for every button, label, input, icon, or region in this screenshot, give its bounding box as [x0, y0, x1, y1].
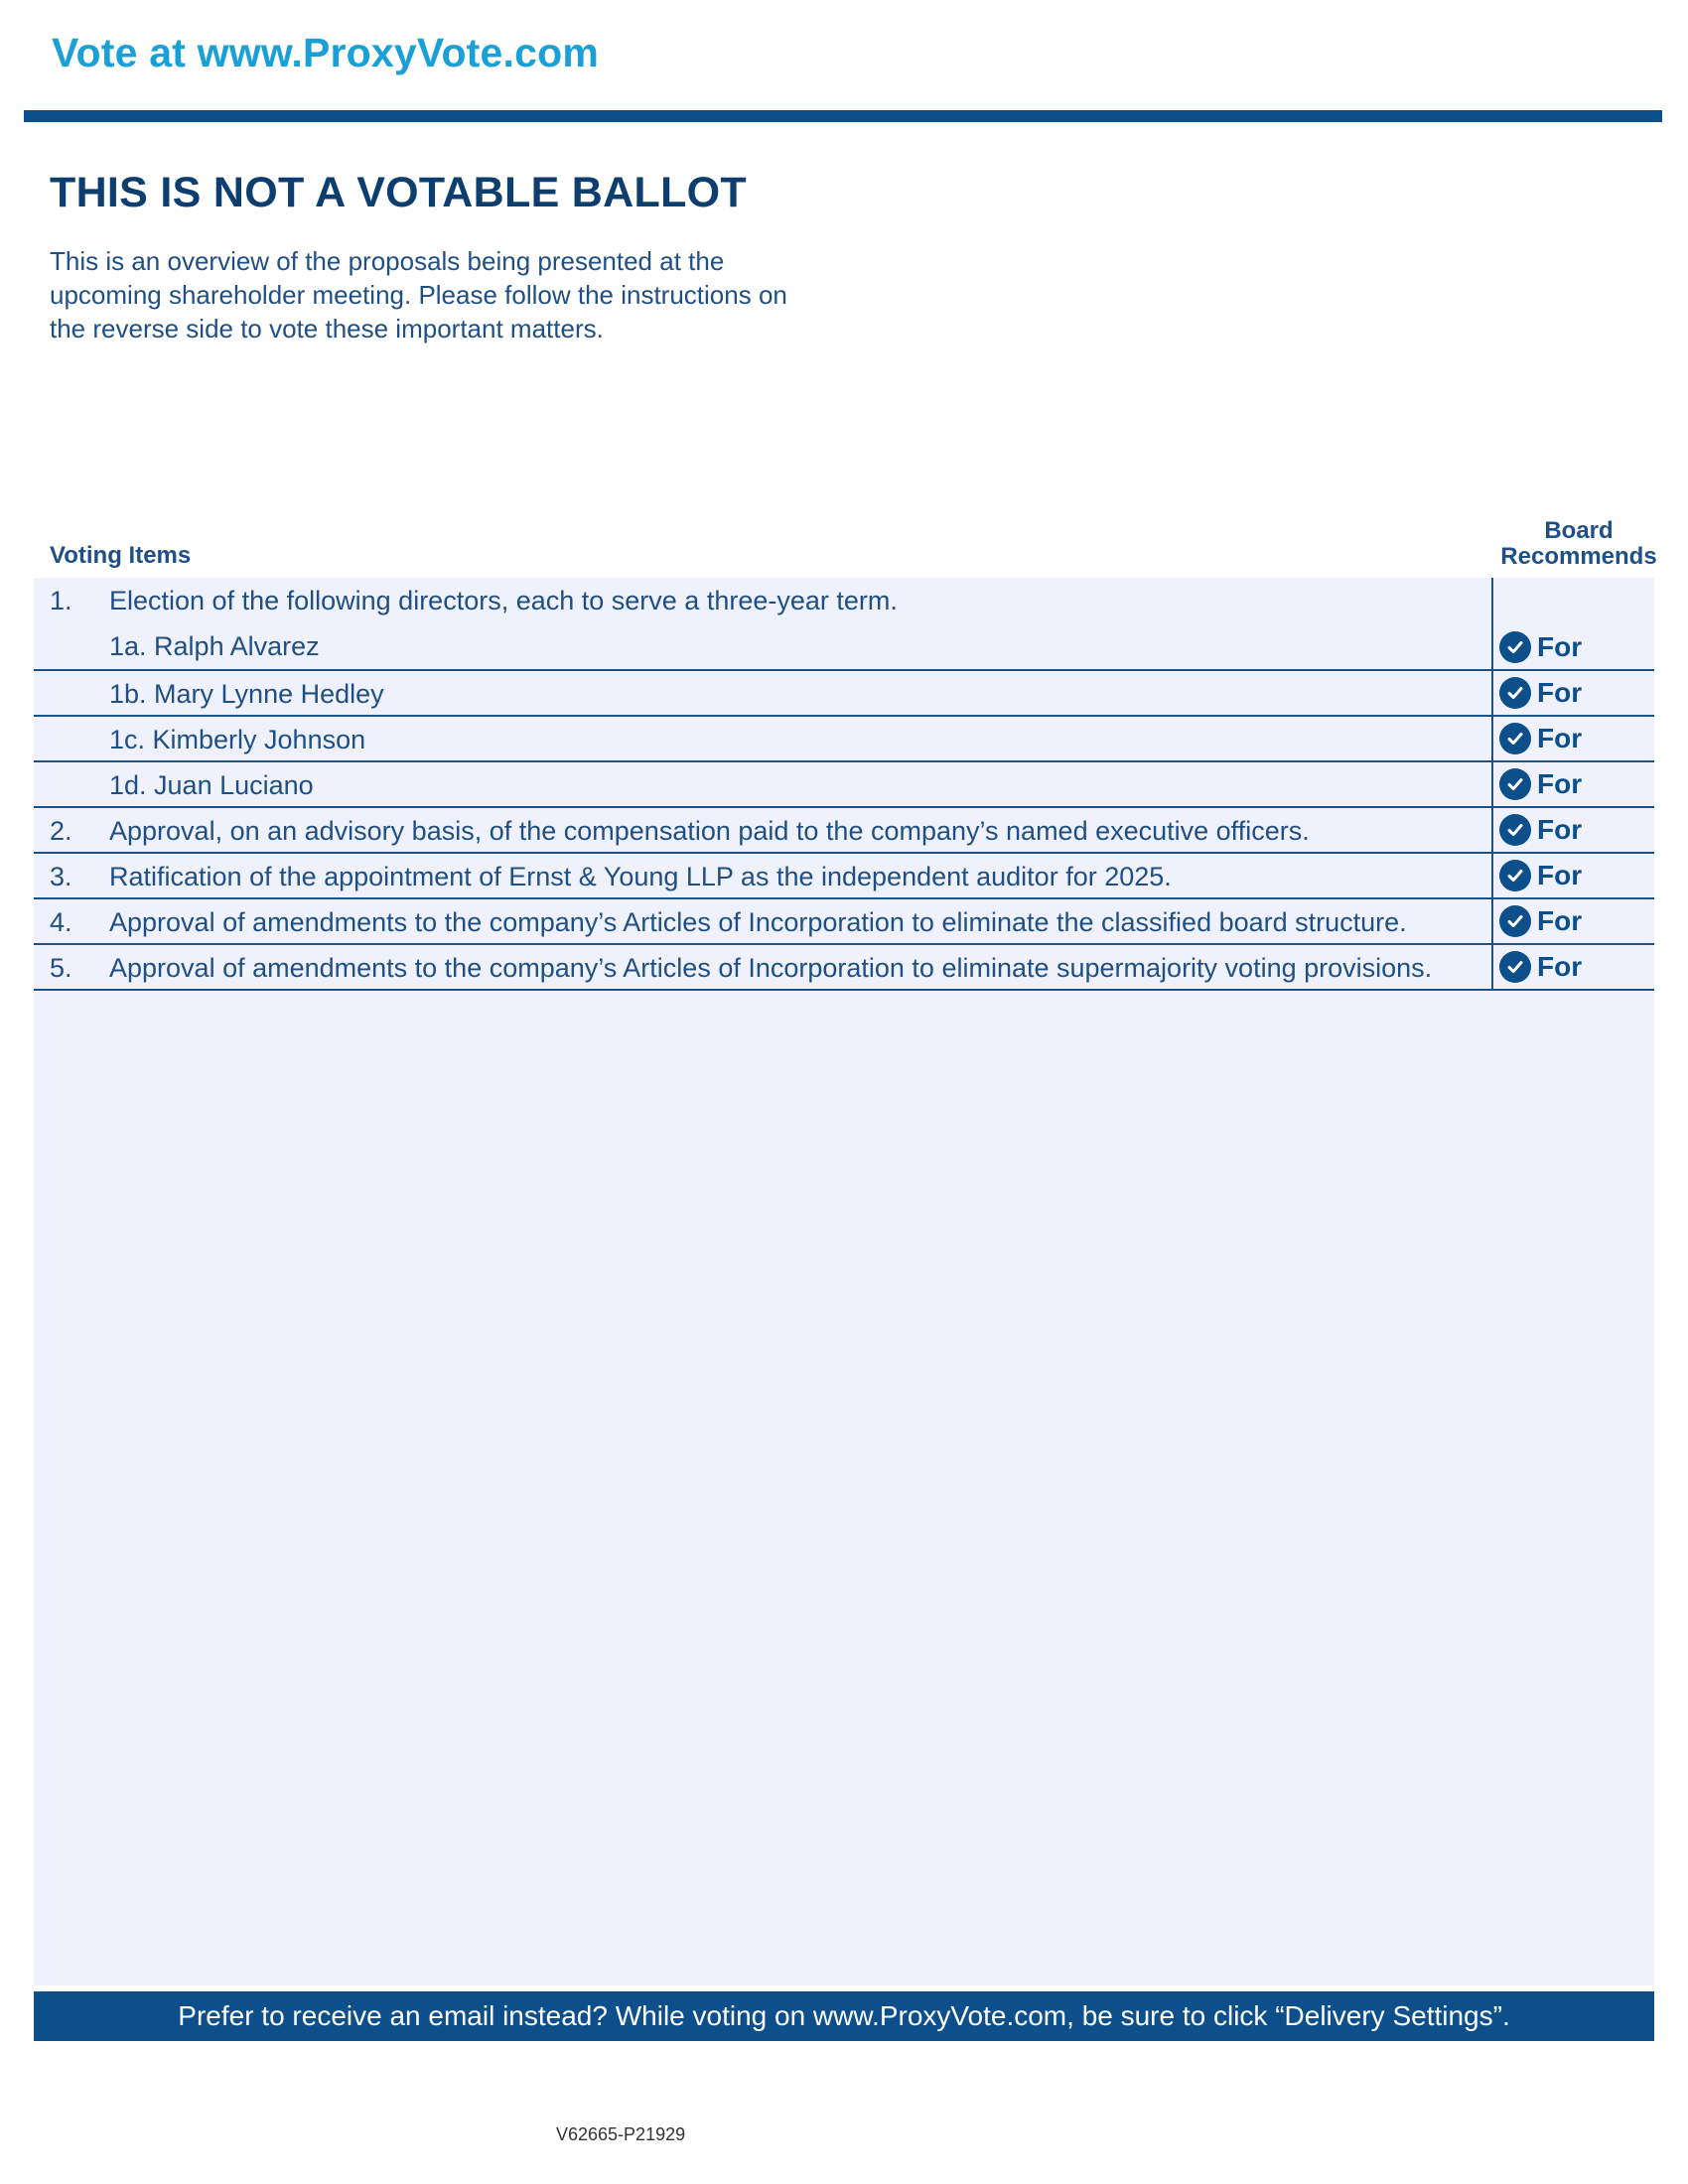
recommendation-label: For — [1537, 768, 1583, 799]
voting-item-text: Ratification of the appointment of Ernst & Young LLP as the independent auditor for 2025. — [109, 862, 1172, 891]
check-circle-icon — [1499, 905, 1531, 937]
voting-item-description — [34, 671, 1491, 715]
board-recommendation — [1499, 768, 1582, 800]
voting-item-description — [34, 945, 1491, 989]
voting-item-description — [34, 717, 1491, 760]
board-recommends-line-2: Recommends — [1500, 543, 1657, 570]
check-circle-icon — [1499, 951, 1531, 983]
voting-item-description — [34, 578, 1491, 669]
recommendation-label: For — [1537, 723, 1583, 753]
voting-item-description — [34, 854, 1491, 897]
header-divider — [24, 110, 1662, 122]
check-circle-icon — [1499, 860, 1531, 891]
voting-item-row — [34, 578, 1654, 671]
intro-line-3: the reverse side to vote these important matters. — [50, 314, 604, 343]
board-recommendation — [1499, 951, 1582, 983]
board-recommendation-cell — [1491, 717, 1654, 760]
voting-item-description — [34, 808, 1491, 852]
voting-item-text: Election of the following directors, each to serve a three-year term. — [109, 586, 898, 615]
board-recommendation-cell — [1491, 945, 1654, 989]
recommendation-label: For — [1537, 860, 1583, 890]
recommendation-label: For — [1537, 677, 1583, 708]
check-circle-icon — [1499, 768, 1531, 800]
board-recommendation — [1499, 723, 1582, 754]
recommendation-label: For — [1537, 951, 1583, 982]
board-recommendation — [1499, 905, 1582, 937]
voting-item-text: 1d. Juan Luciano — [109, 770, 314, 800]
check-circle-icon — [1499, 677, 1531, 709]
board-recommends-line-1: Board — [1544, 517, 1614, 544]
voting-items-header: Voting Items — [50, 542, 192, 569]
voting-item-row — [34, 671, 1654, 717]
board-recommendation — [1499, 677, 1582, 709]
check-circle-icon — [1499, 723, 1531, 754]
voting-item-number: 1. — [50, 586, 72, 615]
voting-items-table — [34, 578, 1654, 991]
voting-item-number: 2. — [50, 816, 72, 846]
board-recommends-header — [1489, 518, 1668, 570]
recommendation-label: For — [1537, 905, 1583, 936]
board-recommendation-cell — [1491, 762, 1654, 806]
voting-item-row — [34, 808, 1654, 854]
board-recommendation-cell — [1491, 671, 1654, 715]
voting-item-number: 3. — [50, 862, 72, 891]
board-recommendation-cell — [1491, 808, 1654, 852]
proxyvote-header-link[interactable]: Vote at www.ProxyVote.com — [52, 30, 600, 75]
recommendation-label: For — [1537, 814, 1583, 845]
voting-item-row — [34, 762, 1654, 808]
voting-item-text: 1c. Kimberly Johnson — [109, 725, 366, 754]
voting-item-text: Approval of amendments to the company’s Articles of Incorporation to eliminate supermajority voting provisions. — [109, 953, 1433, 983]
board-recommendation-cell — [1491, 854, 1654, 897]
recommendation-label: For — [1537, 631, 1583, 662]
voting-item-row — [34, 717, 1654, 762]
board-recommendation — [1499, 860, 1582, 891]
check-circle-icon — [1499, 814, 1531, 846]
voting-item-text: Approval, on an advisory basis, of the compensation paid to the company’s named executive officers. — [109, 816, 1310, 846]
page-title: THIS IS NOT A VOTABLE BALLOT — [50, 169, 747, 216]
voting-item-number: 5. — [50, 953, 72, 983]
voting-item-description — [34, 762, 1491, 806]
board-recommendation-cell — [1491, 899, 1654, 943]
intro-paragraph — [50, 244, 844, 345]
check-circle-icon — [1499, 631, 1531, 663]
intro-line-2: upcoming shareholder meeting. Please follow the instructions on — [50, 280, 787, 310]
delivery-settings-notice: Prefer to receive an email instead? While voting on www.ProxyVote.com, be sure to click “Delivery Settings”. — [34, 1991, 1654, 2041]
board-recommendation — [1499, 631, 1582, 663]
director-nominee: 1a. Ralph Alvarez — [109, 631, 320, 661]
voting-item-row — [34, 945, 1654, 991]
board-recommendation-cell — [1491, 578, 1654, 669]
document-code: V62665-P21929 — [556, 2124, 686, 2144]
voting-item-text: Approval of amendments to the company’s Articles of Incorporation to eliminate the classified board structure. — [109, 907, 1407, 937]
intro-line-1: This is an overview of the proposals being presented at the — [50, 246, 725, 276]
voting-item-description — [34, 899, 1491, 943]
board-recommendation — [1499, 814, 1582, 846]
voting-item-text: 1b. Mary Lynne Hedley — [109, 679, 384, 709]
voting-item-number: 4. — [50, 907, 72, 937]
voting-item-row — [34, 899, 1654, 945]
voting-item-row — [34, 854, 1654, 899]
